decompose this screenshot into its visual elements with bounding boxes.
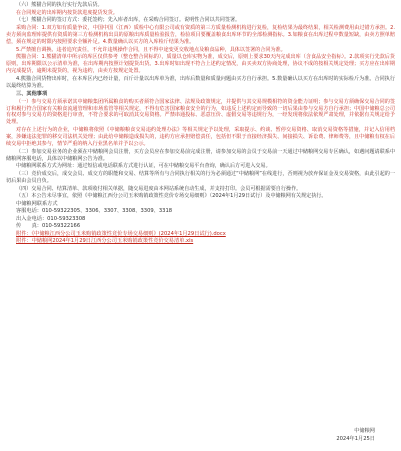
paragraph-14: （五）本公告未尽事宜，依照《中储粮江西分公司玉米购销政策性竞价专场交易细则》（2024年1月29日试行）及中储粮网有关规定执行。 — [16, 193, 327, 200]
section-heading: 三、其他事项 — [16, 90, 48, 97]
paragraph-3: （七）熊猫合同的签订方式：委托签约；先入库者出库，在采购合同签订。说明性合同以共同签署。 — [16, 17, 241, 24]
paragraph-11: 中储粮网联系方式为网址：通过短信或电话联系方式进行认证，可在中储粮交易平台查询，确认后方可进入交易。 — [16, 163, 271, 170]
paragraph-7: 4.熊猫合同货物出库时，在本库区内已经计量，百斤计量以出库单为准，出库后数量和质量问题由买方自行承担。5.数量确认以买方在出库时的实际检斤为准。合同执行以最终结算为准。 — [6, 75, 395, 89]
paragraph-10: （二）参加交易业务的企业须在中储粮网会员注册，买方会员应在参加交易前完成注册，请参加交易的会员于交易前一天通过中储粮网交易专区确认，如遇问题请联系中储粮网客服电话，具体以中储粮网公告为准。 — [6, 148, 395, 162]
paragraph-8: （一）参与交易方须承诺其中储粮集团所属粮食的购买者须符合国家法律、法规及政策规定，并提供与其交易规模相符的资金能力证明；参与交易方须确保交易合同的签订和履行符合国家有关粮食流通管理和市场监管等相关规定，不得有危害国家粮食安全的行为，如违反上述约定而导致的一切后果由参与交易方自行承担；中国中储粮总公司有权对参与交易方的资格进行审查，不符合要求的可取消其交易资格。严禁串通投标、恶意压价、虚假交易等违规行为，一经发现将依法依规严肃处理，并依据有关规定给予处理。 — [6, 98, 395, 126]
attachment-link-rules[interactable]: 附件：《中储粮江西分公司玉米购销政策性竞价专场交易细则》(2024年1月29日试行).docx — [16, 230, 226, 237]
signature-org: 中储粮网 — [354, 428, 375, 434]
paragraph-2: 在合同规定的出库期内按货款进度提货发货。 — [16, 9, 118, 16]
contact-title: 中储粮网联系方式 — [16, 200, 58, 207]
contact-service-phone: 客服电话：010-59322305、3306、3307、3308、3309、3318 — [16, 208, 173, 215]
paragraph-1: （六）熊猫合同的执行实行先款后货。 — [16, 2, 103, 8]
paragraph-6: 熊猫合同：1.熊猫清单中所示的库区仅供参考（整仓整合同标的），质量以仓库实物为准，成交后，原则上要求30天内完成出库（含食品安全指标）。2.款项实行先款后货原则，出库期限以公示清单为准，在出库期内按照计划提货出货。3.出库时如出现不符合上述约定情况，由买卖双方协商处理，协议不成的按相关规定处理；买方应在出库期内完成提货，逾期未提货的，视为违约，由卖方按规定处置。 — [6, 54, 395, 75]
paragraph-12: （三）竞价成交后，成交会员、成交方的职能和交易、结算等所有与合同执行相关的行为必须通过“中储粮网”在线进行，否则视为放弃保证金及交易资格，由此引起的一切后果由会员自负。 — [6, 170, 395, 184]
contact-fax: 传 真：010-59322166 — [16, 223, 81, 230]
signature-date: 2024年1月25日 — [336, 436, 375, 442]
paragraph-9: 对存在上述行为的企业，中储粮将依照《中储粮粮食交易违约处理办法》等相关规定予以处理，采取提示、约谈、暂停交易资格、取消交易资格等措施，并记入信用档案，涉嫌违法犯罪的移交司法机关处理；由此给中储粮造成损失的，违约方应承担赔偿责任，包括但不限于直接经济损失、间接损失、诉讼费、律师费等，且中储粮有权在后续交易中拒绝其参与，情节严重的纳入行业黑名单并予以公示。 — [6, 127, 395, 147]
attachment-link-list[interactable]: 附件：中储粮网2024年1月29日江西分公司玉米购销政策性竞价交易清单.xls — [16, 237, 194, 244]
paragraph-13: （四）交易合同、结算清单、款项收付相关单据，随交易进度由本网站系统自动生成，并支持打印。会员可根据需要自行操作。 — [16, 185, 302, 192]
contact-funds-phone: 出入金电话：010-59323308 — [16, 215, 86, 222]
paragraph-4: 采购合同：1.双方如有质量争议，中国中国（江西）质检中心有限公司或有资质的第三方质量检测机构进行复检，复检结果为最终结果，相关检测费用由过错方承担。2.卖方须向监理库提供有资质的第三方检测机构出具的原粮出库质量检验报告，检验项目要覆盖粮食出库环节的全部检测指标。3.如粮食在出库过程中数量短缺，由卖方照单赔偿，须在规定的时限内按照要求全额补足。4.数量确认以买方的入库检斤结果为准。 — [6, 25, 395, 45]
paragraph-5: 5.严禁擅自调换、违者追究责任，不允许违规操作合同，且不得中途变更交收地点及粮食品种，具体以签署的合同为准。 — [16, 46, 286, 53]
